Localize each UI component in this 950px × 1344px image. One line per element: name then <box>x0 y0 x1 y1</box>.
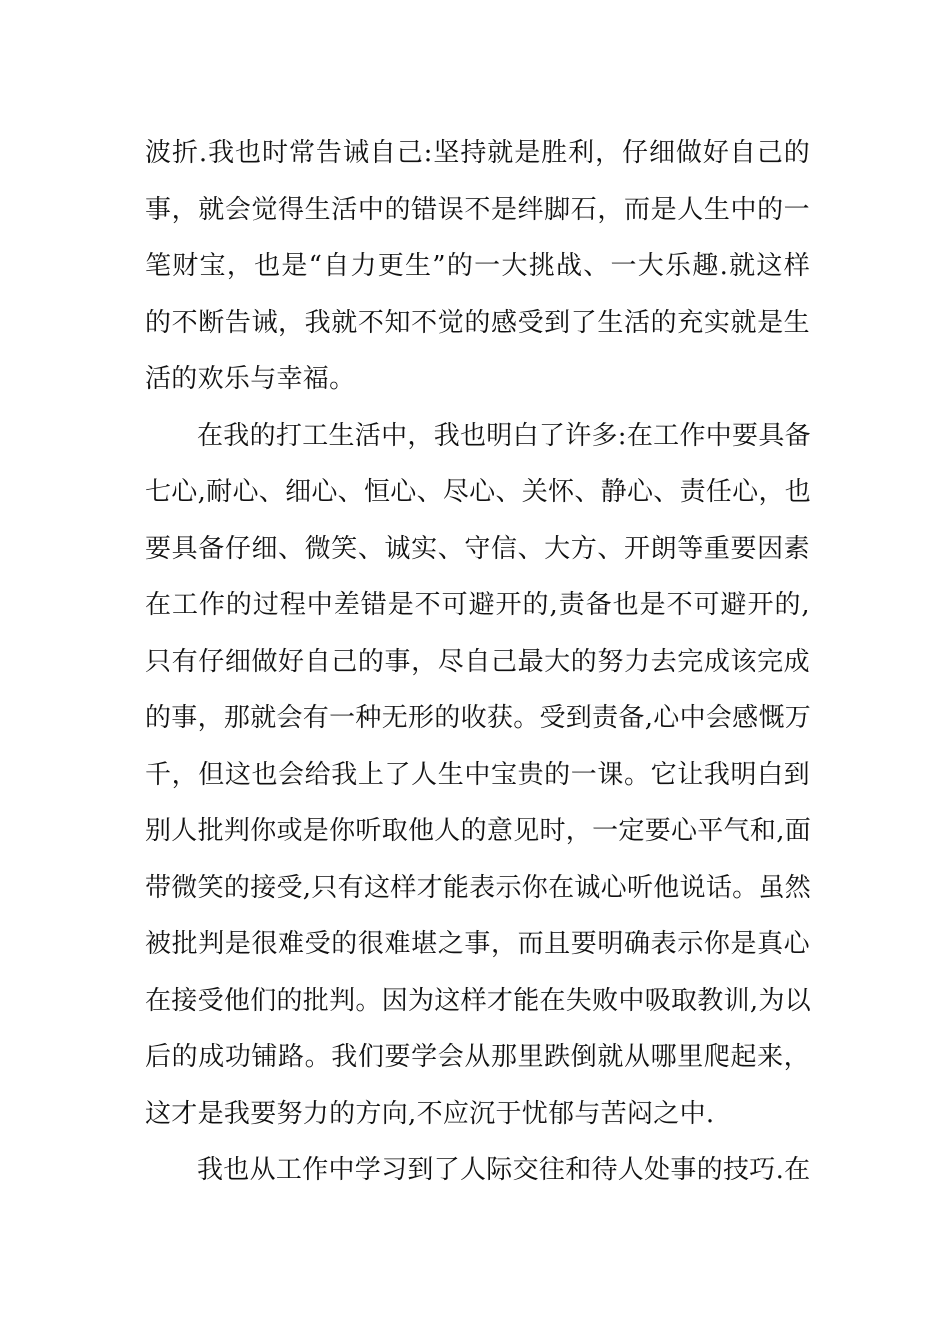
text-line-12: 千，但这也会给我上了人生中宝贵的一课。它让我明白到 <box>145 760 810 790</box>
text-line-6: 在我的打工生活中，我也明白了许多:在工作中要具备 <box>197 421 811 451</box>
text-line-14: 带微笑的接受,只有这样才能表示你在诚心听他说话。虽然 <box>145 873 812 903</box>
text-line-7: 七心,耐心、细心、恒心、尽心、关怀、静心、责任心，也 <box>145 477 812 507</box>
text-line-3: 笔财宝，也是“自力更生”的一大挑战、一大乐趣.就这样 <box>145 251 810 281</box>
text-line-5: 活的欢乐与幸福。 <box>145 364 356 394</box>
text-line-15: 被批判是很难受的很难堪之事，而且要明确表示你是真心 <box>145 929 810 959</box>
text-line-17: 后的成功铺路。我们要学会从那里跌倒就从哪里爬起来， <box>145 1042 810 1072</box>
text-line-2: 事，就会觉得生活中的错误不是绊脚石，而是人生中的一 <box>145 195 810 225</box>
text-line-1: 波折.我也时常告诫自己:坚持就是胜利，仔细做好自己的 <box>145 138 810 168</box>
text-line-13: 别人批判你或是你听取他人的意见时，一定要心平气和,面 <box>145 816 812 846</box>
text-line-19: 我也从工作中学习到了人际交往和待人处事的技巧.在 <box>197 1155 811 1185</box>
text-line-4: 的不断告诫，我就不知不觉的感受到了生活的充实就是生 <box>145 308 810 338</box>
text-line-18: 这才是我要努力的方向,不应沉于忧郁与苦闷之中. <box>145 1099 715 1129</box>
text-line-8: 要具备仔细、微笑、诚实、守信、大方、开朗等重要因素 <box>145 534 810 564</box>
text-line-11: 的事，那就会有一种无形的收获。受到责备,心中会感慨万 <box>145 703 812 733</box>
text-line-16: 在接受他们的批判。因为这样才能在失败中吸取教训,为以 <box>145 986 812 1016</box>
text-line-10: 只有仔细做好自己的事，尽自己最大的努力去完成该完成 <box>145 647 810 677</box>
text-line-9: 在工作的过程中差错是不可避开的,责备也是不可避开的, <box>145 590 810 620</box>
